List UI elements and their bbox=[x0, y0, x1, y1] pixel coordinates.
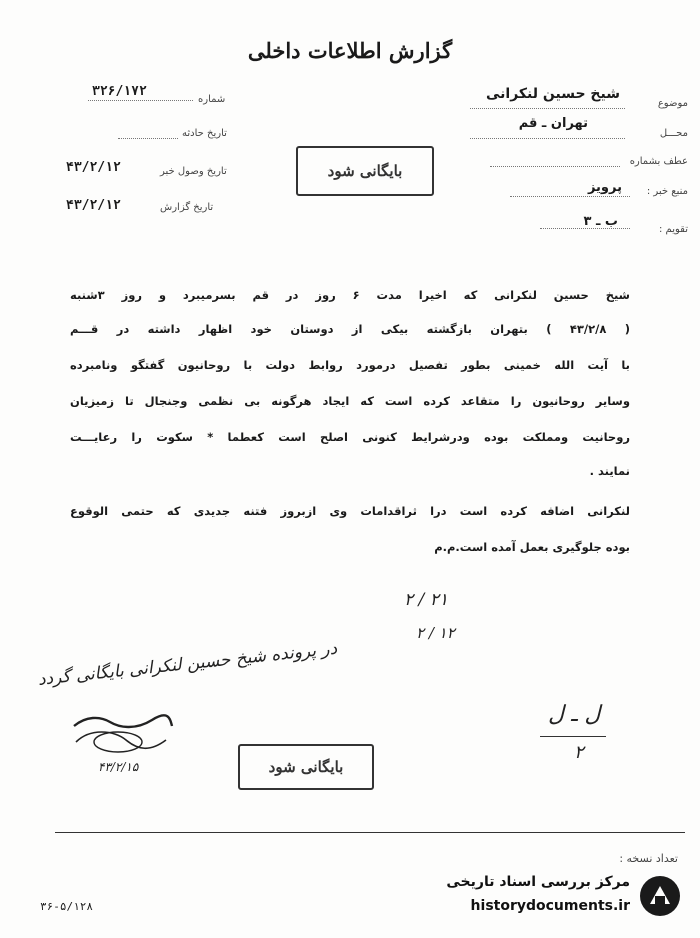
field-label-source: منبع خبر : bbox=[646, 186, 688, 197]
page-title: گزارش اطلاعات داخلی bbox=[247, 38, 453, 63]
field-value-number: ۳۲۶/۱۷۲ bbox=[92, 84, 147, 99]
field-label-location: محـــل bbox=[659, 128, 688, 139]
body-line: نمایند . bbox=[589, 464, 630, 478]
archive-stamp-top: بایگانی شود bbox=[296, 146, 434, 196]
body-line: بوده جلوگیری بعمل آمده است.م.م bbox=[434, 540, 630, 554]
archive-stamp-bottom: بایگانی شود bbox=[238, 744, 374, 790]
body-line: لنکرانی اضافه کرده است درا ثراقدامات وی ازبروز فتنه جدیدی که حتمی الوقوع bbox=[70, 504, 630, 518]
handwritten-archive-note: در پرونده شیخ حسین لنکرانی بایگانی گردد bbox=[36, 638, 339, 690]
body-line: شیخ حسین لنکرانی که اخیرا مدت ۶ روز در قم بسرمیبرد و روز ۳شنبه bbox=[70, 288, 630, 302]
body-line: روحانیت ومملکت بوده ودرشرایط کنونی اصلح است کعطما * سکوت را رعایـــت bbox=[70, 430, 630, 444]
field-label-incident-date: تاریخ حادثه bbox=[182, 128, 227, 139]
watermark-name: مرکز بررسی اسناد تاریخی bbox=[446, 874, 630, 890]
signature-scribble bbox=[66, 712, 176, 758]
body-line: ( ۴۳/۲/۸ ) بتهران بازگشته بیکی از دوستان خود اظهار داشته در قـــم bbox=[70, 322, 630, 336]
copies-label: تعداد نسخه : bbox=[619, 852, 678, 865]
field-value-subject: شیخ حسین لنکرانی bbox=[485, 86, 620, 102]
watermark-site: historydocuments.ir bbox=[470, 898, 630, 914]
field-line-location bbox=[470, 138, 625, 139]
field-label-rating: تقویم : bbox=[659, 224, 688, 235]
field-line-number bbox=[88, 100, 193, 101]
field-line-subject bbox=[470, 108, 625, 109]
field-label-report-date: تاریخ گزارش bbox=[160, 202, 214, 213]
handwritten-initials: ل ـ ل bbox=[548, 702, 601, 727]
signature-code: ۴۳/۲/۱۵ bbox=[98, 760, 139, 774]
field-label-reference: عطف بشماره bbox=[629, 156, 688, 167]
field-label-subject: موضوع bbox=[657, 98, 688, 109]
footer-divider bbox=[55, 832, 685, 833]
handwritten-date-mark: ۱۲ / ۲ bbox=[416, 624, 455, 642]
field-value-rating: ب ـ ۳ bbox=[583, 214, 618, 229]
field-value-location: تهران ـ قم bbox=[518, 116, 588, 131]
handwritten-date-mark: ۲۱ / ۲ bbox=[404, 590, 448, 610]
field-value-report-date: ۴۳/۲/۱۲ bbox=[66, 198, 121, 213]
handwritten-number: ۲ bbox=[574, 742, 584, 763]
field-label-received-date: تاریخ وصول خبر bbox=[160, 166, 227, 177]
field-value-received-date: ۴۳/۲/۱۲ bbox=[66, 160, 121, 175]
fraction-line bbox=[540, 736, 606, 737]
body-line: وسایر روحانیون را متقاعد کرده است که ایجاد هرگونه بی نظمی وجنجال تا زمیزیان bbox=[70, 394, 630, 408]
field-line-reference bbox=[490, 166, 620, 167]
field-label-number: شماره bbox=[198, 94, 226, 105]
reference-code: ۳۶-۵/۱۲۸ bbox=[40, 900, 93, 913]
field-line-incident-date bbox=[118, 138, 178, 139]
field-line-source bbox=[510, 196, 630, 197]
field-value-source: پرویز bbox=[587, 180, 622, 195]
body-line: با آیت الله خمینی بطور تفصیل درمورد روابط دولت با روحانیون گفتگو ونامبرده bbox=[70, 358, 630, 372]
archive-watermark bbox=[418, 868, 688, 926]
archive-logo-icon bbox=[638, 874, 682, 918]
field-line-rating bbox=[540, 228, 630, 229]
